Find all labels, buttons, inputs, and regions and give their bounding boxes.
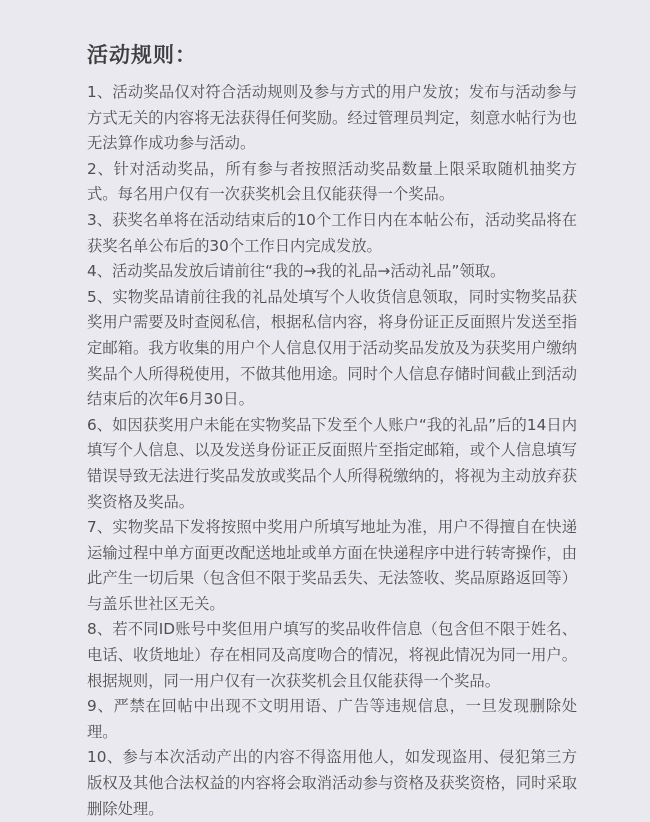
rule-item-1: 1、活动奖品仅对符合活动规则及参与方式的用户发放；发布与活动参与方式无关的内容将无法获得任何奖励。经过管理员判定，刻意水帖行为也无法算作成功参与活动。 [87, 83, 577, 153]
rule-item-5: 5、实物奖品请前往我的礼品处填写个人收货信息领取，同时实物奖品获奖用户需要及时查阅私信，根据私信内容，将身份证正反面照片发送至指定邮箱。我方收集的用户个人信息仅用于活动奖品发放及为获奖用户缴纳奖品个人所得税使用，不做其他用途。同时个人信息存储时间截止到活动结束后的次年6月30日。 [87, 287, 577, 409]
rules-section [87, 40, 577, 822]
rule-item-2: 2、针对活动奖品，所有参与者按照活动奖品数量上限采取随机抽奖方式。每名用户仅有一次获奖机会且仅能获得一个奖品。 [87, 159, 577, 204]
rule-item-9: 9、严禁在回帖中出现不文明用语、广告等违规信息，一旦发现删除处理。 [87, 697, 577, 741]
rule-item-3: 3、获奖名单将在活动结束后的10个工作日内在本帖公布，活动奖品将在获奖名单公布后的30个工作日内完成发放。 [87, 210, 577, 255]
rule-item-10: 10、参与本次活动产出的内容不得盗用他人，如发现盗用、侵犯第三方版权及其他合法权益的内容将会取消活动参与资格及获奖资格，同时采取删除处理。 [87, 748, 577, 818]
rule-item-6: 6、如因获奖用户未能在实物奖品下发至个人账户“我的礼品”后的14日内填写个人信息、以及发送身份证正反面照片至指定邮箱，或个人信息填写错误导致无法进行奖品发放或奖品个人所得税缴纳的，将视为主动放弃获奖资格及奖品。 [87, 415, 577, 511]
rule-item-7: 7、实物奖品下发将按照中奖用户所填写地址为准，用户不得擅自在快递运输过程中单方面更改配送地址或单方面在快递程序中进行转寄操作，由此产生一切后果（包含但不限于奖品丢失、无法签收、奖品原路返回等）与盖乐世社区无关。 [87, 518, 577, 613]
rule-item-8: 8、若不同ID账号中奖但用户填写的奖品收件信息（包含但不限于姓名、电话、收货地址）存在相同及高度吻合的情况，将视此情况为同一用户。根据规则，同一用户仅有一次获奖机会且仅能获得一个奖品。 [87, 620, 577, 690]
rules-list [87, 80, 577, 822]
page-title: 活动规则： [87, 43, 197, 67]
rule-item-4: 4、活动奖品发放后请前往“我的→我的礼品→活动礼品”领取。 [87, 262, 506, 281]
